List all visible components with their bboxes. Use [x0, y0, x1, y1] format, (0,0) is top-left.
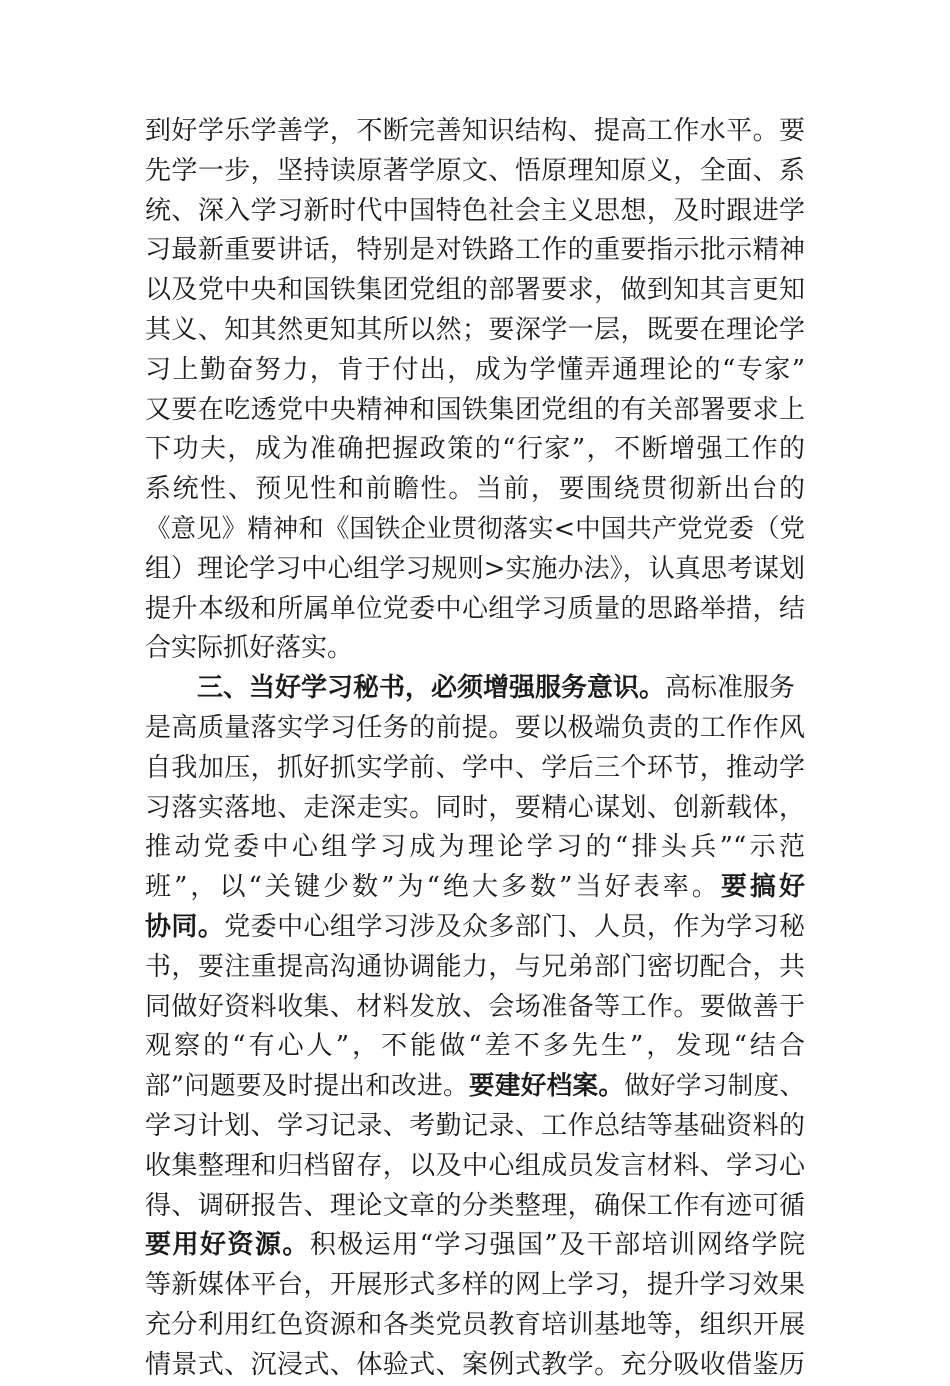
text-line: 书，要注重提高沟通协调能力，与兄弟部门密切配合，共 — [145, 951, 805, 982]
bold-phrase: 要搞好 — [720, 872, 805, 903]
text-line: 统、深入学习新时代中国特色社会主义思想，及时跟进学 — [145, 195, 805, 226]
text-line: 习落实落地、走深走实。同时，要精心谋划、创新载体， — [145, 792, 805, 823]
text-line: 等新媒体平台，开展形式多样的网上学习，提升学习效果 — [145, 1270, 805, 1301]
text-line: 是高质量落实学习任务的前提。要以极端负责的工作作风 — [145, 712, 805, 743]
text-line: 观察的“有心人”，不能做“差不多先生”，发现“结合 — [145, 1031, 805, 1062]
text-line: 收集整理和归档留存，以及中心组成员发言材料、学习心 — [145, 1150, 805, 1181]
section-heading-line: 三、当好学习秘书，必须增强服务意识。高标准服务 — [197, 673, 796, 704]
text-line: 情景式、沉浸式、体验式、案例式教学。充分吸收借鉴历 — [145, 1349, 805, 1380]
section-heading: 三、当好学习秘书，必须增强服务意识。 — [197, 673, 666, 704]
text-line: 部”问题要及时提出和改进。要建好档案。做好学习制度、 — [145, 1071, 805, 1102]
text-line: 要用好资源。积极运用“学习强国”及干部培训网络学院 — [145, 1230, 805, 1261]
text-line: 以及党中央和国铁集团党组的部署要求，做到知其言更知 — [145, 275, 805, 306]
text-line: 学习计划、学习记录、考勤记录、工作总结等基础资料的 — [145, 1110, 805, 1141]
text-line: 先学一步，坚持读原著学原文、悟原理知原义，全面、系 — [145, 155, 805, 186]
text-line: 又要在吃透党中央精神和国铁集团党组的有关部署要求上 — [145, 394, 805, 425]
bold-phrase: 协同。 — [145, 911, 225, 942]
text-line: 习最新重要讲话，特别是对铁路工作的重要指示批示精神 — [145, 235, 805, 266]
text-line: 班”，以“关键少数”为“绝大多数”当好表率。要搞好 — [145, 872, 805, 903]
text-line: 《意见》精神和《国铁企业贯彻落实<中国共产党党委（党 — [145, 513, 805, 544]
bold-phrase: 要用好资源。 — [145, 1230, 310, 1261]
text-line: 得、调研报告、理论文章的分类整理，确保工作有迹可循 — [145, 1190, 805, 1221]
text-line: 同做好资料收集、材料发放、会场准备等工作。要做善于 — [145, 991, 805, 1022]
text-line: 充分利用红色资源和各类党员教育培训基地等，组织开展 — [145, 1309, 805, 1340]
body-text — [145, 112, 805, 1386]
text-line: 系统性、预见性和前瞻性。当前，要围绕贯彻新出台的 — [145, 474, 805, 505]
text-line: 协同。党委中心组学习涉及众多部门、人员，作为学习秘 — [145, 911, 805, 942]
text-line: 提升本级和所属单位党委中心组学习质量的思路举措，结 — [145, 593, 805, 624]
bold-phrase: 要建好档案。 — [468, 1071, 625, 1102]
text-line: 组）理论学习中心组学习规则>实施办法》，认真思考谋划 — [145, 553, 805, 584]
text-line: 自我加压，抓好抓实学前、学中、学后三个环节，推动学 — [145, 752, 805, 783]
text-line: 合实际抓好落实。 — [145, 633, 354, 664]
text-line: 其义、知其然更知其所以然；要深学一层，既要在理论学 — [145, 314, 805, 345]
text-line: 推动党委中心组学习成为理论学习的“排头兵”“示范 — [145, 832, 805, 863]
text-line: 习上勤奋努力，肯于付出，成为学懂弄通理论的“专家” — [145, 354, 805, 385]
text-line: 到好学乐学善学，不断完善知识结构、提高工作水平。要 — [145, 116, 805, 146]
text-line: 下功夫，成为准确把握政策的“行家”，不断增强工作的 — [145, 434, 805, 465]
